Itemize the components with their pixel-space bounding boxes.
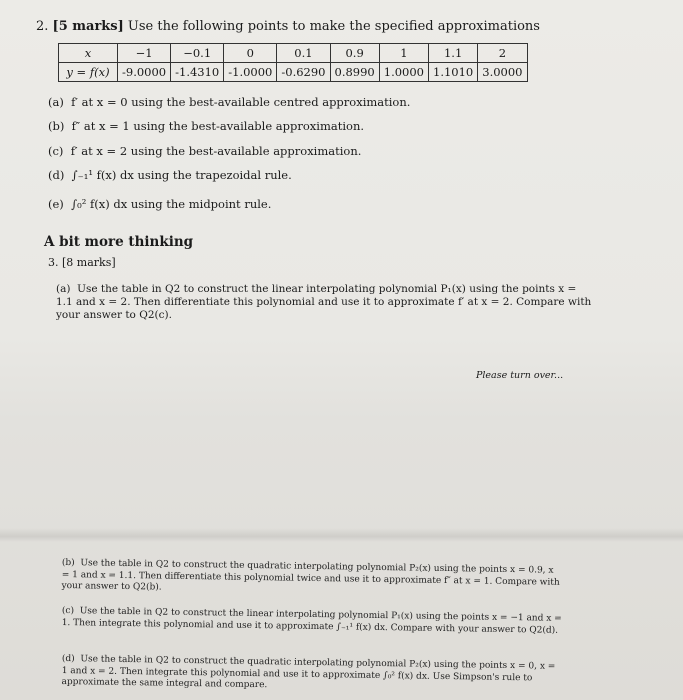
question-2-title [36,19,540,34]
table-cell: -1.4310 [171,63,224,82]
table-cell: 0.8990 [330,63,379,82]
table-cell: 0.9 [330,44,379,63]
q3-part-c: (c) Use the table in Q2 to construct the linear interpolating polynomial P₁(x) using the points x = −1 and x = 1. Then integrate this polynomial and use it to approximate ∫₋₁¹ f(x) dx. Compare with your answer to Q2(d). [61,606,562,636]
table-cell: −1 [118,44,171,63]
table-header-x: x [59,44,118,63]
section-heading: A bit more thinking [44,234,194,250]
q3-part-b: (b) Use the table in Q2 to construct the quadratic interpolating polynomial P₂(x) using the points x = 0.9, x = 1 and x = 1.1. Then differentiate this polynomial twice and use it to approximate f″ at x = 1. Compare with your answer to Q2(b). [61,558,560,593]
table-row-y [59,63,528,82]
q2-part-d: (d) ∫₋₁¹ f(x) dx using the trapezoidal rule. [48,168,292,182]
table-cell: 0.1 [277,44,330,63]
points-table [58,43,528,82]
table-cell: -0.6290 [277,63,330,82]
table-cell: 1.1 [429,44,478,63]
table-cell: 1 [379,44,428,63]
please-turn-over: Please turn over... [476,370,564,381]
table-cell: 2 [478,44,527,63]
table-cell: −0.1 [171,44,224,63]
table-header-y: y = f(x) [59,63,118,82]
table-cell: 3.0000 [478,63,527,82]
q3-part-d: (d) Use the table in Q2 to construct the quadratic interpolating polynomial P₂(x) using the points x = 0, x = 1 and x = 2. Then integrate this polynomial and use it to approximate ∫₀² f(x) dx. Use Simpson's rule to approximate the same integral and compare. [61,654,556,691]
table-row-x [59,44,528,63]
q2-part-c: (c) f′ at x = 2 using the best-available approximation. [48,144,362,158]
q2-part-e: (e) ∫₀² f(x) dx using the midpoint rule. [48,197,272,211]
table-cell: 1.1010 [429,63,478,82]
question-number: 2. [36,19,49,34]
q2-part-b: (b) f″ at x = 1 using the best-available approximation. [48,119,365,133]
table-cell: -1.0000 [224,63,277,82]
table-cell: 0 [224,44,277,63]
table-cell: -9.0000 [118,63,171,82]
question-3-title: 3. [8 marks] [48,256,116,269]
q3-part-a: (a) Use the table in Q2 to construct the linear interpolating polynomial P₁(x) using the points x = 1.1 and x = 2. Then differentiate this polynomial and use it to approximate f′ at x = 2. Compare with your answer to Q2(c). [56,283,592,321]
page-fold-shadow [0,528,683,542]
question-marks: [5 marks] [52,19,124,34]
question-instruction: Use the following points to make the specified approximations [127,19,540,34]
table-cell: 1.0000 [379,63,428,82]
q2-part-a: (a) f′ at x = 0 using the best-available centred approximation. [48,95,411,109]
